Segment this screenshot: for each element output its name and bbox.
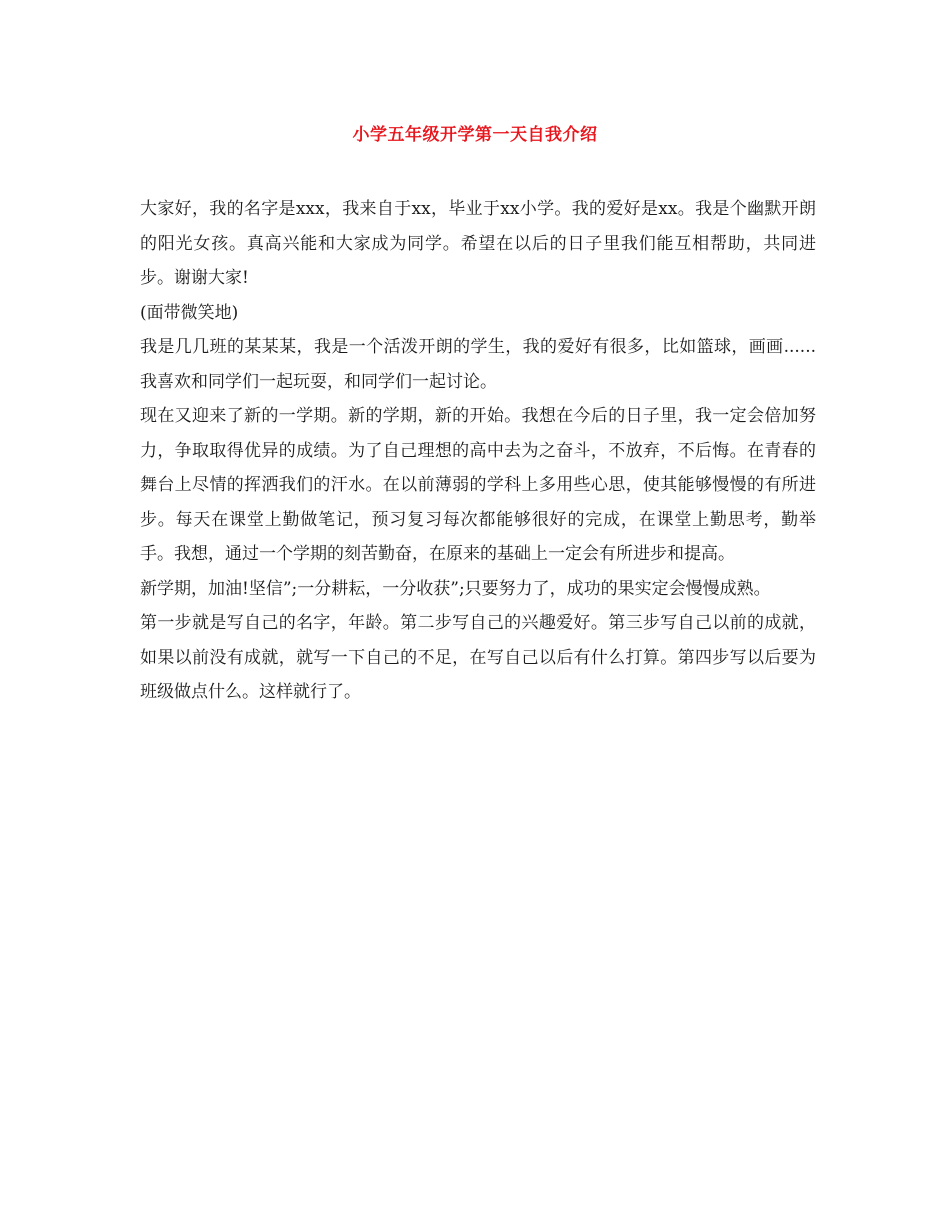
paragraph-introduction: 我是几几班的某某某，我是一个活泼开朗的学生，我的爱好有很多，比如篮球，画画......我喜欢和同学们一起玩耍，和同学们一起讨论。 xyxy=(140,337,816,392)
document-body xyxy=(140,192,816,710)
paragraph-steps: 第一步就是写自己的名字，年龄。第二步写自己的兴趣爱好。第三步写自己以前的成就，如果以前没有成就，就写一下自己的不足，在写自己以后有什么打算。第四步写以后要为班级做点什么。这样就行了。 xyxy=(140,613,816,702)
document-title: 小学五年级开学第一天自我介绍 xyxy=(352,125,598,145)
paragraph-greeting: 大家好，我的名字是xxx，我来自于xx，毕业于xx小学。我的爱好是xx。我是个幽默开朗的阳光女孩。真高兴能和大家成为同学。希望在以后的日子里我们能互相帮助，共同进步。谢谢大家! xyxy=(140,199,816,288)
paragraph-stage-direction: (面带微笑地) xyxy=(140,302,239,323)
paragraph-encouragement: 新学期，加油!坚信”;一分耕耘，一分收获”;只要努力了，成功的果实定会慢慢成熟。 xyxy=(140,578,771,599)
paragraph-new-semester: 现在又迎来了新的一学期。新的学期，新的开始。我想在今后的日子里，我一定会倍加努力，争取取得优异的成绩。为了自己理想的高中去为之奋斗，不放弃，不后悔。在青春的舞台上尽情的挥洒我们的汗水。在以前薄弱的学科上多用些心思，使其能够慢慢的有所进步。每天在课堂上勤做笔记，预习复习每次都能够很好的完成，在课堂上勤思考，勤举手。我想，通过一个学期的刻苦勤奋，在原来的基础上一定会有所进步和提高。 xyxy=(140,406,816,564)
